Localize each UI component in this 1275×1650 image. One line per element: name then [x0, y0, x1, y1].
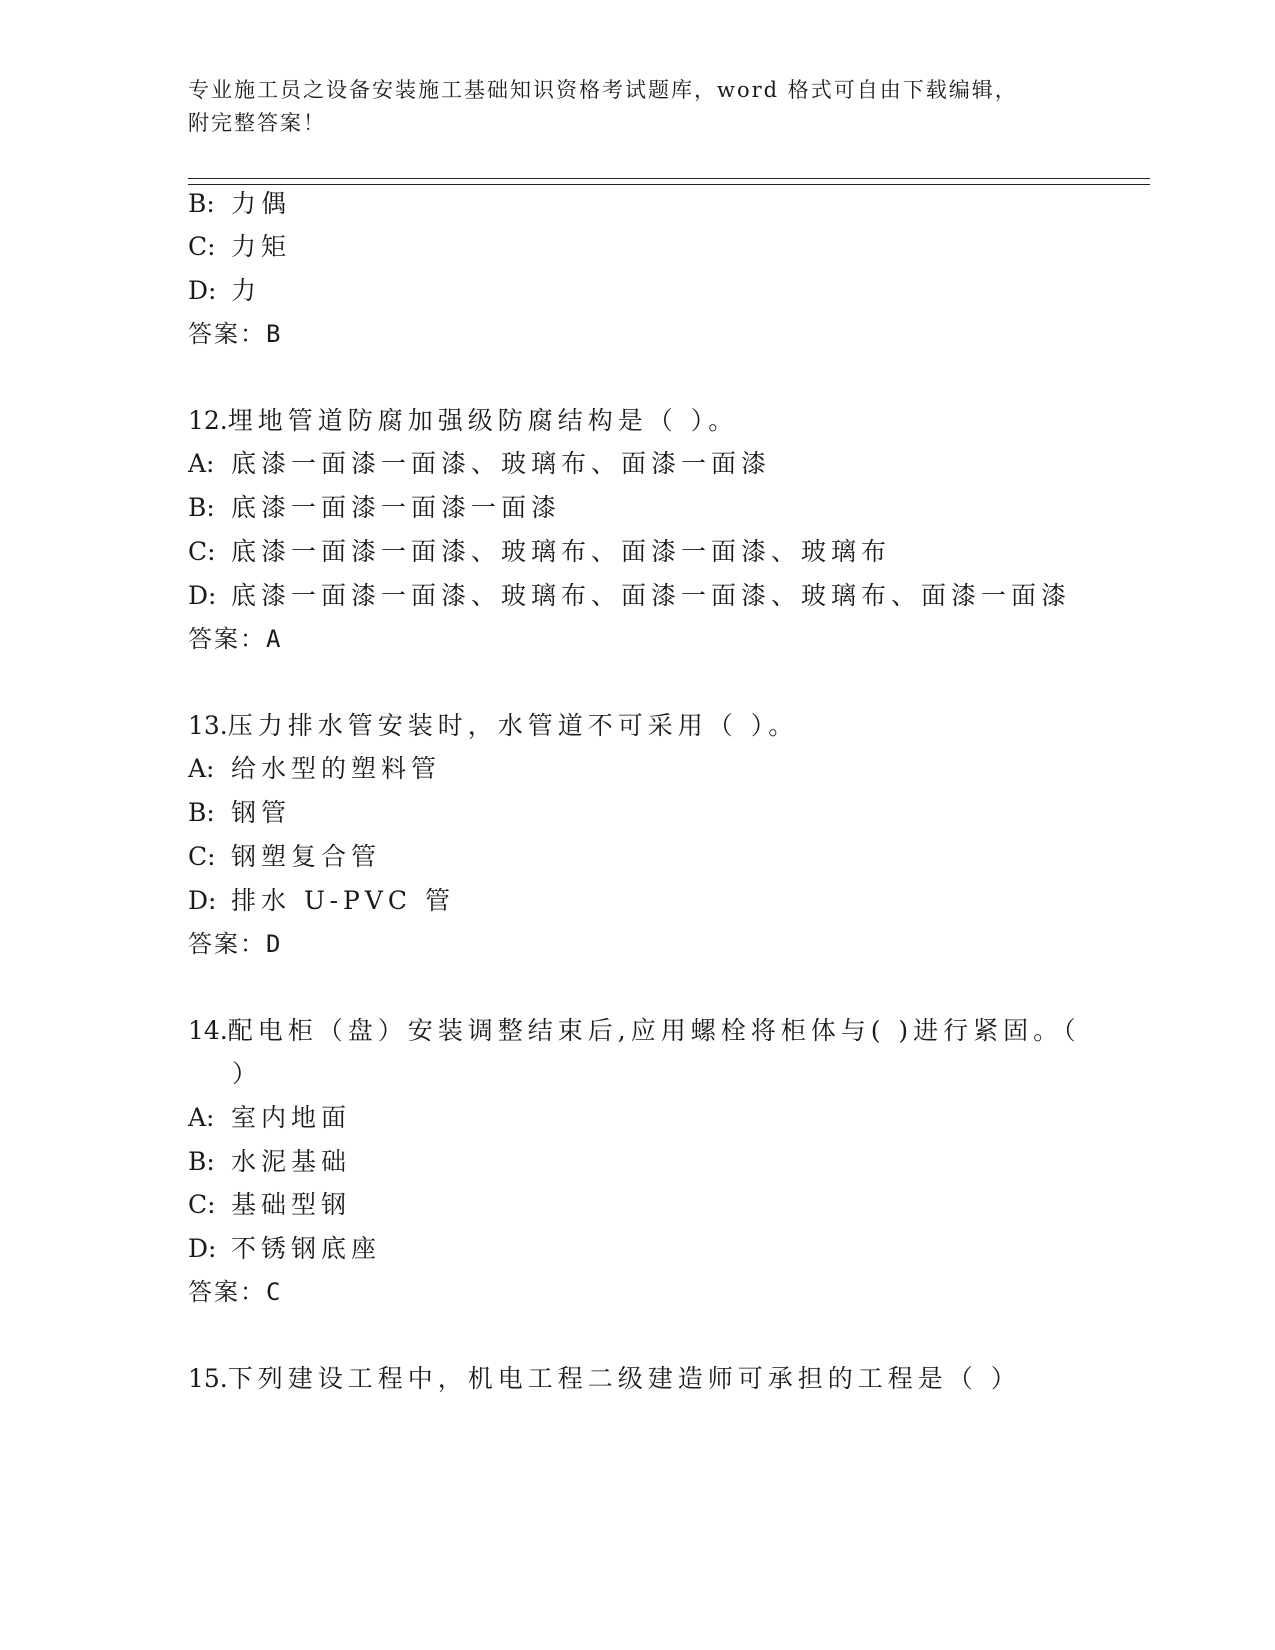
option-text: 不锈钢底座	[231, 1234, 382, 1263]
option-label: C:	[188, 232, 216, 261]
question-number: 15.	[188, 1364, 228, 1393]
option-text: 室内地面	[231, 1103, 352, 1132]
option-label: C:	[188, 1190, 216, 1219]
header-line-2: 附完整答案！	[188, 111, 326, 135]
question-14	[188, 1015, 1081, 1047]
answer-value: A	[266, 625, 283, 653]
answer-label: 答案：	[188, 625, 266, 653]
option-d	[188, 580, 1071, 612]
answer-label: 答案：	[188, 930, 266, 958]
option-text: 底漆一面漆一面漆、玻璃布、面漆一面漆、玻璃布、面漆一面漆	[231, 581, 1072, 610]
question-number: 12.	[188, 406, 228, 435]
answer-line	[188, 623, 282, 655]
header-line-1: 专业施工员之设备安装施工基础知识资格考试题库，word 格式可自由下载编辑，	[188, 78, 1018, 102]
option-label: A:	[188, 449, 215, 478]
option-b	[188, 188, 291, 220]
answer-line	[188, 928, 282, 960]
option-label: D:	[188, 1234, 217, 1263]
option-label: C:	[188, 537, 216, 566]
option-label: B:	[188, 798, 215, 827]
option-a	[188, 448, 771, 480]
option-label: B:	[188, 493, 215, 522]
answer-line	[188, 318, 282, 350]
question-13	[188, 710, 798, 742]
option-label: D:	[188, 276, 217, 305]
option-label: B:	[188, 189, 215, 218]
header-divider-top	[188, 178, 1150, 179]
option-c	[188, 1189, 351, 1221]
answer-value: D	[266, 930, 283, 958]
option-b	[188, 797, 291, 829]
option-a	[188, 753, 441, 785]
option-d	[188, 275, 261, 307]
question-text: 下列建设工程中，机电工程二级建造师可承担的工程是（ ）	[227, 1364, 1021, 1393]
option-label: D:	[188, 581, 217, 610]
question-text-cont: ）	[232, 1059, 263, 1088]
option-d	[188, 885, 455, 917]
option-text: 力	[231, 276, 262, 305]
option-text: 力矩	[231, 232, 292, 261]
option-b	[188, 492, 561, 524]
answer-label: 答案：	[188, 320, 266, 348]
option-text: 基础型钢	[231, 1190, 352, 1219]
question-text: 配电柜（盘）安装调整结束后,应用螺栓将柜体与( )进行紧固。（	[227, 1016, 1081, 1045]
answer-value: C	[266, 1278, 283, 1306]
option-text: 排水 U-PVC 管	[231, 886, 455, 915]
question-text: 埋地管道防腐加强级防腐结构是（ ）。	[227, 406, 739, 435]
option-label: B:	[188, 1147, 215, 1176]
document-header	[188, 74, 1068, 140]
option-label: D:	[188, 886, 217, 915]
question-text: 压力排水管安装时，水管道不可采用（ ）。	[227, 711, 799, 740]
option-c	[188, 841, 381, 873]
question-number: 13.	[188, 711, 228, 740]
option-label: C:	[188, 842, 216, 871]
question-15	[188, 1363, 1021, 1395]
option-text: 力偶	[231, 189, 292, 218]
option-text: 钢管	[231, 798, 292, 827]
option-c	[188, 231, 291, 263]
answer-label: 答案：	[188, 1278, 266, 1306]
option-text: 给水型的塑料管	[231, 754, 442, 783]
option-c	[188, 536, 891, 568]
option-text: 底漆一面漆一面漆一面漆	[231, 493, 562, 522]
option-label: A:	[188, 754, 215, 783]
question-text-continuation	[232, 1058, 262, 1090]
option-label: A:	[188, 1103, 215, 1132]
answer-line	[188, 1276, 282, 1308]
option-b	[188, 1146, 351, 1178]
header-divider-bottom	[188, 184, 1150, 185]
question-12	[188, 405, 738, 437]
option-text: 底漆一面漆一面漆、玻璃布、面漆一面漆、玻璃布	[231, 537, 892, 566]
option-a	[188, 1102, 351, 1134]
answer-value: B	[266, 320, 283, 348]
option-d	[188, 1233, 381, 1265]
option-text: 钢塑复合管	[231, 842, 382, 871]
option-text: 底漆一面漆一面漆、玻璃布、面漆一面漆	[231, 449, 772, 478]
option-text: 水泥基础	[231, 1147, 352, 1176]
question-number: 14.	[188, 1016, 228, 1045]
